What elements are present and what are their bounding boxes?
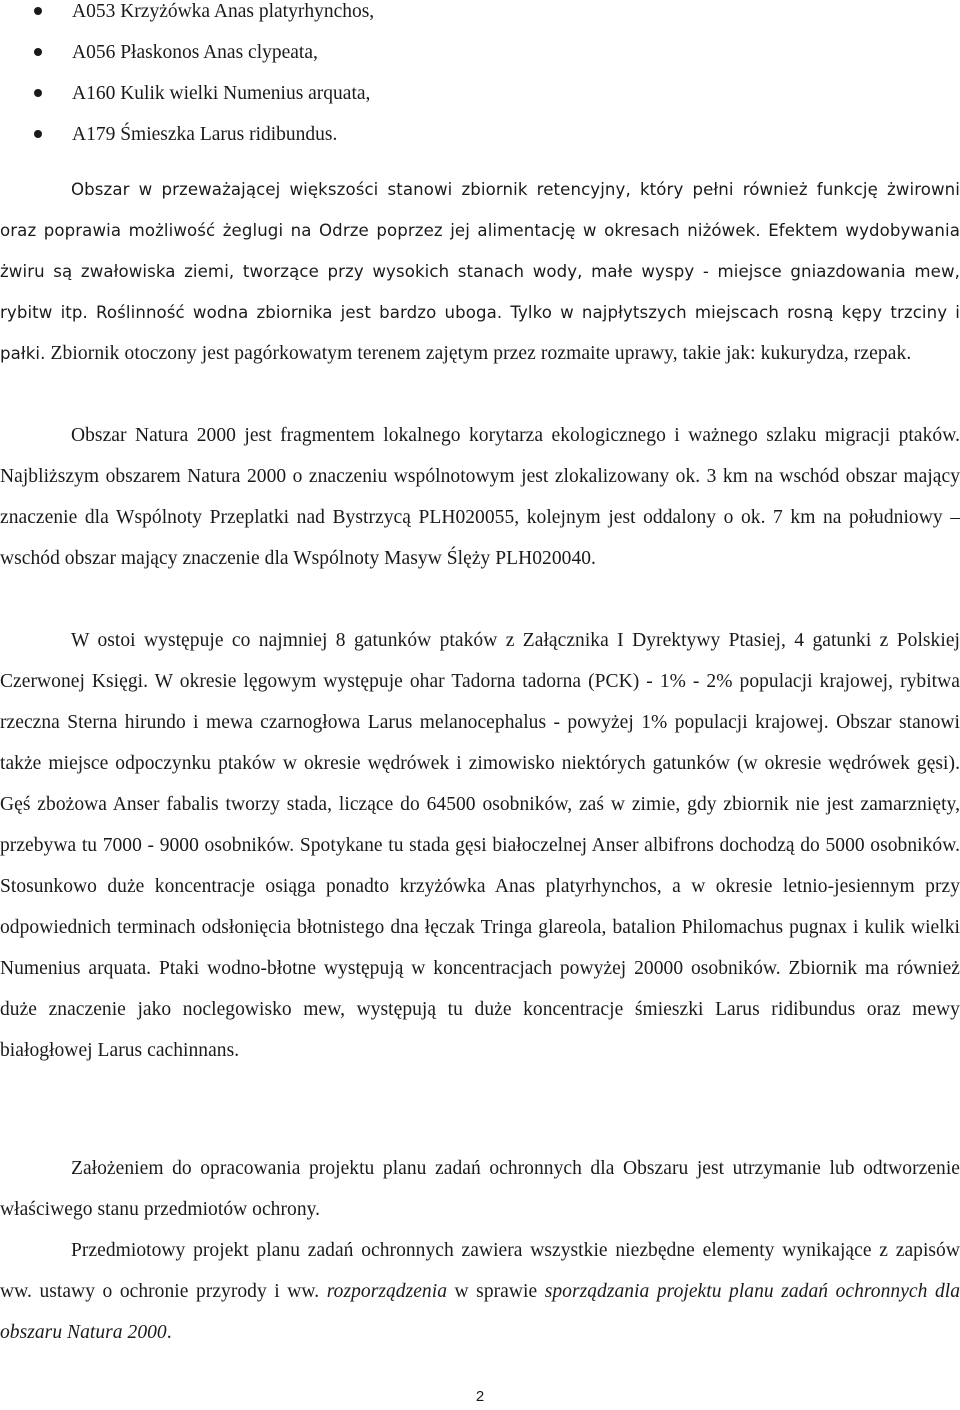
list-item-text: A160 Kulik wielki Numenius arquata, <box>72 83 371 104</box>
paragraph-plan-elements <box>0 1230 960 1353</box>
paragraph-text: Założeniem do opracowania projektu planu zadań ochronnych dla Obszaru jest utrzymanie lub odtworzenie właściwego stanu przedmiotów ochrony. <box>0 1158 960 1220</box>
paragraph-natura-network <box>0 415 960 579</box>
list-item <box>0 82 960 123</box>
list-item <box>0 123 960 164</box>
species-list <box>0 0 960 164</box>
page-number: 2 <box>475 1388 485 1405</box>
paragraph-text: Zbiornik otoczony jest pagórkowatym terenem zajętym przez rozmaite uprawy, takie jak: kukurydza, rzepak. <box>45 343 912 364</box>
paragraph-bird-species <box>0 620 960 1071</box>
list-item-text: A056 Płaskonos Anas clypeata, <box>72 42 318 63</box>
paragraph-text: . <box>166 1322 172 1343</box>
list-item-text: A179 Śmieszka Larus ridibundus. <box>72 124 338 145</box>
paragraph-emphasis: sporządzania projektu planu zadań ochronnych dla obszaru Natura 2000 <box>0 1281 960 1343</box>
paragraph-text: W ostoi występuje co najmniej 8 gatunków ptaków z Załącznika I Dyrektywy Ptasiej, 4 gatunki z Polskiej Czerwonej Księgi. W okresie lęgowym występuje ohar Tadorna tadorna (PCK) - 1% - 2% populacji krajowej, rybitwa rzeczna Sterna hirundo i mewa czarnogłowa Larus melanocephalus - powyżej 1% populacji krajowej. Obszar stanowi także miejsce odpoczynku ptaków w okresie wędrówek i zimowisko niektórych gatunków (w okresie wędrówek gęsi). Gęś zbożowa Anser fabalis tworzy stada, liczące do 64500 osobników, zaś w zimie, gdy zbiornik nie jest zamarznięty, przebywa tu 7000 - 9000 osobników. Spotykane tu stada gęsi białoczelnej Anser albifrons dochodzą do 5000 osobników. Stosunkowo duże koncentracje osiąga ponadto krzyżówka Anas platyrhynchos, a w okresie letnio-jesiennym przy odpowiednich terminach odsłonięcia błotnistego dna łęczak Tringa glareola, batalion Philomachus pugnax i kulik wielki Numenius arquata. Ptaki wodno-błotne występują w koncentracjach powyżej 20000 osobników. Zbiornik ma również duże znaczenie jako noclegowisko mew, występują tu duże koncentracje śmieszki Larus ridibundus oraz mewy białogłowej Larus cachinnans. <box>0 630 960 1061</box>
paragraph-site-description <box>0 169 960 374</box>
paragraph-text: Obszar w przeważającej większości stanowi zbiornik retencyjny, który pełni również funkcję żwirowni oraz poprawia możliwość żeglugi na Odrze poprzez jej alimentację w okresach niżówek. Efektem wydobywania żwiru są zwałowiska ziemi, tworzące przy wysokich stanach wody, małe wyspy - miejsce gniazdowania mew, rybitw itp. Roślinność wodna zbiornika jest bardzo uboga. Tylko w najpłytszych miejscach rosną kępy trzciny i pałki. <box>0 180 960 363</box>
bullet-icon <box>34 48 42 56</box>
paragraph-text: w sprawie <box>447 1281 545 1302</box>
paragraph-emphasis: rozporządzenia <box>326 1281 447 1302</box>
list-item-text: A053 Krzyżówka Anas platyrhynchos, <box>72 1 375 22</box>
list-item <box>0 41 960 82</box>
paragraph-text: Obszar Natura 2000 jest fragmentem lokalnego korytarza ekologicznego i ważnego szlaku migracji ptaków. Najbliższym obszarem Natura 2000 o znaczeniu wspólnotowym jest zlokalizowany ok. 3 km na wschód obszar mający znaczenie dla Wspólnoty Przeplatki nad Bystrzycą PLH020055, kolejnym jest oddalony o ok. 7 km na południowy – wschód obszar mający znaczenie dla Wspólnoty Masyw Ślęży PLH020040. <box>0 425 960 569</box>
list-item <box>0 0 960 41</box>
bullet-icon <box>34 130 42 138</box>
paragraph-plan-assumption <box>0 1148 960 1230</box>
bullet-icon <box>34 7 42 15</box>
bullet-icon <box>34 89 42 97</box>
paragraph-text: Przedmiotowy projekt planu zadań ochronnych zawiera wszystkie niezbędne elementy wynikające z zapisów ww. ustawy o ochronie przyrody i ww. <box>0 1240 960 1302</box>
